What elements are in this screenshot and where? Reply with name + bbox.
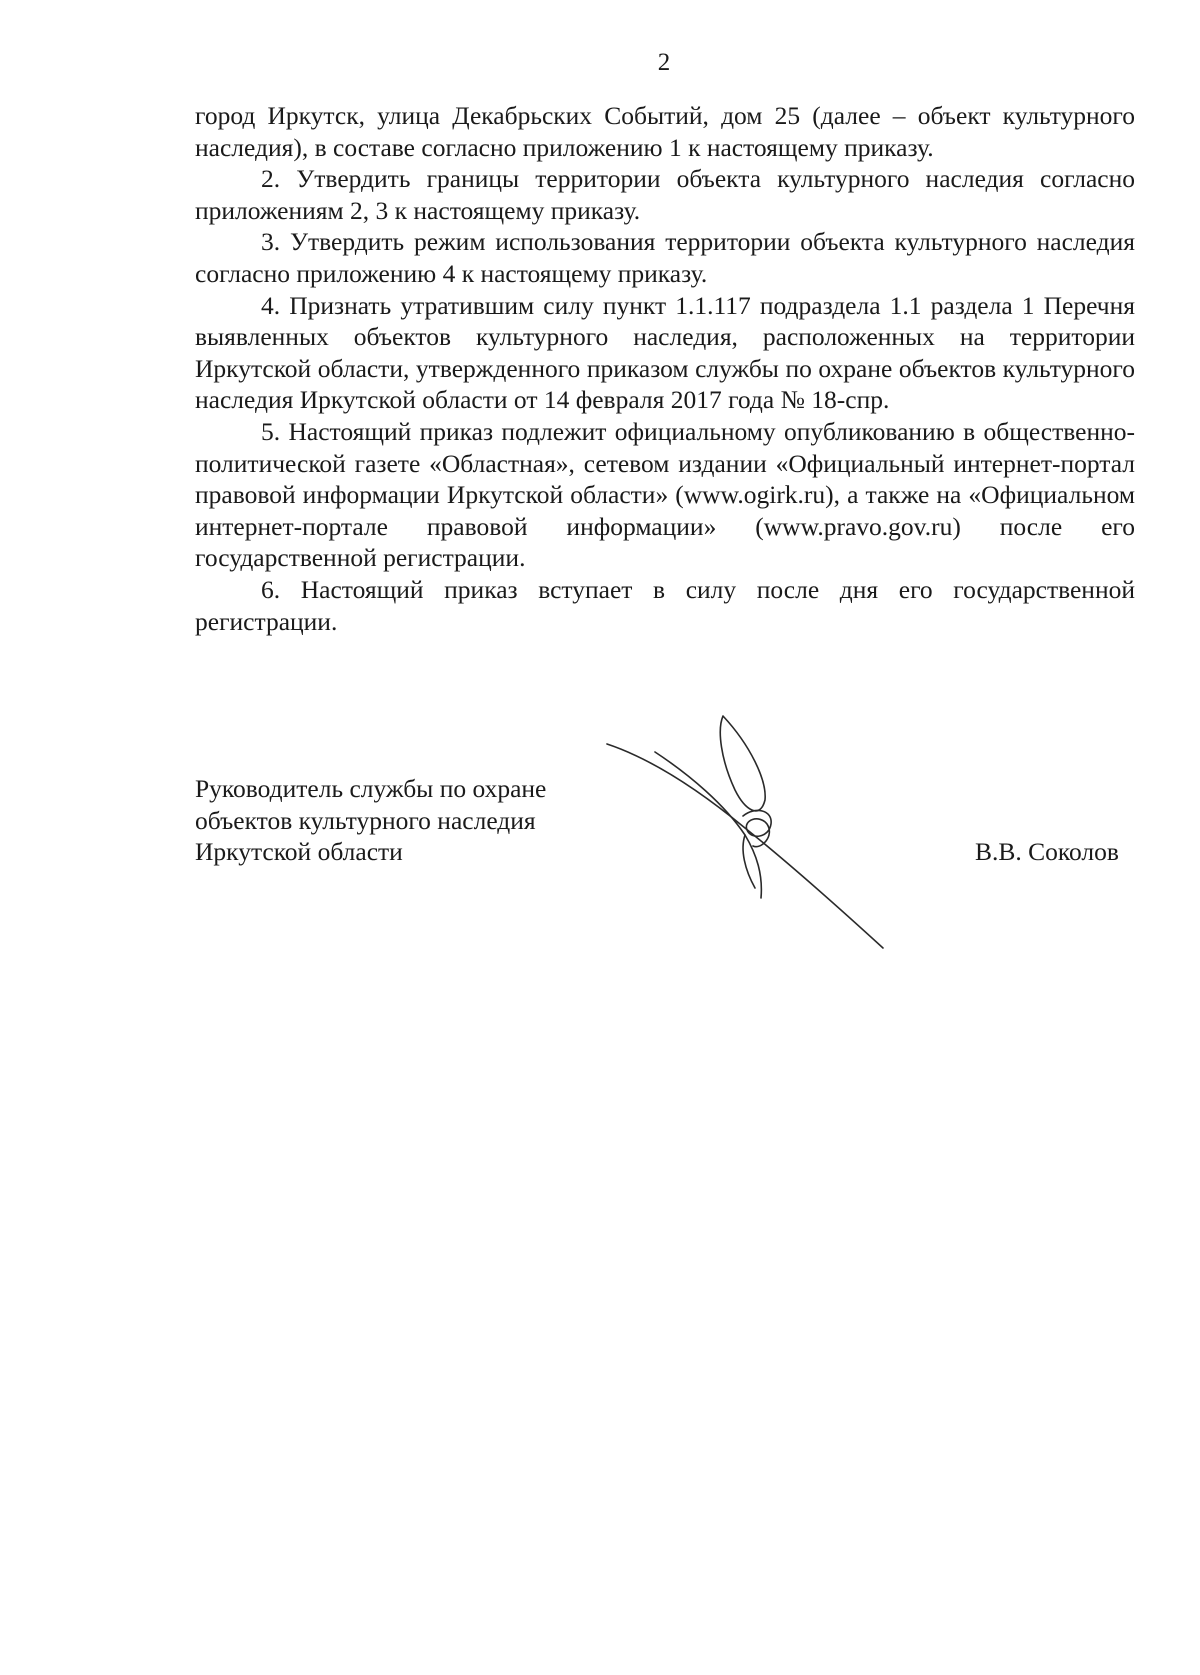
signatory-name: В.В. Соколов bbox=[975, 837, 1119, 866]
position-line-2: объектов культурного наследия bbox=[195, 805, 536, 835]
signatory-position bbox=[195, 773, 546, 868]
signature-stroke-center-curl bbox=[743, 810, 771, 846]
position-line-3: Иркутской области bbox=[195, 837, 403, 867]
handwritten-signature bbox=[595, 700, 895, 960]
signature-stroke-upper-loop bbox=[720, 716, 765, 811]
paragraph-item-6: 6. Настоящий приказ вступает в силу после дня его государственной регистрации. bbox=[195, 574, 1135, 636]
position-line-1: Руководитель службы по охране bbox=[195, 774, 547, 803]
signature-strokes bbox=[607, 716, 883, 948]
signature-stroke-main bbox=[607, 744, 883, 948]
page-number: 2 bbox=[657, 49, 671, 76]
paragraph-item-4: 4. Признать утратившим силу пункт 1.1.117 подраздела 1.1 раздела 1 Перечня выявленных объектов культурного наследия, расположенных на территории Иркутской области, утвержденного приказом службы по охране объектов культурного наследия Иркутской области от 14 февраля 2017 года № 18-спр. bbox=[195, 290, 1135, 415]
paragraph-item-5: 5. Настоящий приказ подлежит официальному опубликованию в общественно-политической газете «Областная», сетевом издании «Официальный интернет-портал правовой информации Иркутской области» (www.ogirk.ru), а также на «Официальном интернет-портале правовой информации» (www.pravo.gov.ru) после его государственной регистрации. bbox=[195, 416, 1135, 573]
document-body bbox=[195, 100, 1135, 637]
paragraph-item-2: 2. Утвердить границы территории объекта культурного наследия согласно приложениям 2, 3 к настоящему приказу. bbox=[195, 164, 1135, 225]
paragraph-intro: город Иркутск, улица Декабрьских Событий, дом 25 (далее – объект культурного наследия), в составе согласно приложению 1 к настоящему приказу. bbox=[195, 101, 1135, 162]
paragraph-item-3: 3. Утвердить режим использования территории объекта культурного наследия согласно приложению 4 к настоящему приказу. bbox=[195, 227, 1135, 288]
